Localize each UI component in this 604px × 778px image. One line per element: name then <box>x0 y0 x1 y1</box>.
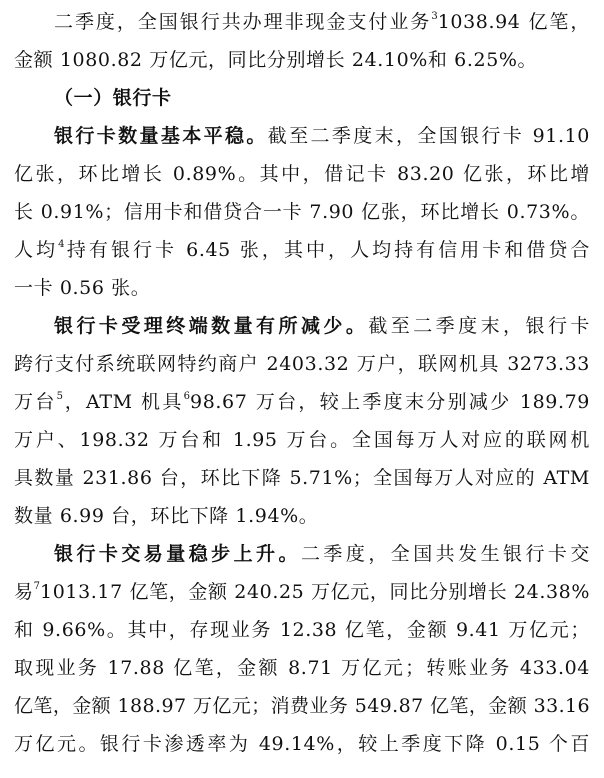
paragraph-3-line-6: 数量 6.99 台，环比下降 1.94%。 <box>14 505 319 527</box>
text-run: 截至二季度末，银行卡 <box>368 315 590 337</box>
paragraph-3-line-1 <box>54 308 590 344</box>
paragraph-4-line-3: 和 9.66%。其中，存现业务 12.38 亿笔，金额 9.41 万亿元； <box>14 619 590 641</box>
paragraph-3-line-5: 具数量 231.86 台，环比下降 5.71%；全国每万人对应的 ATM <box>14 467 590 489</box>
paragraph-1-line-1 <box>54 4 590 40</box>
paragraph-4-line-1 <box>54 536 590 572</box>
paragraph-4-line-5: 亿笔，金额 188.97 万亿元；消费业务 549.87 亿笔，金额 33.16 <box>14 695 590 717</box>
paragraph-2-line-1 <box>54 118 590 154</box>
paragraph-lead: 银行卡受理终端数量有所减少。 <box>54 315 369 337</box>
text-run: 1013.17 亿笔，金额 240.25 万亿元，同比分别增长 24.38% <box>40 581 590 603</box>
text-run: 1038.94 亿笔， <box>437 11 590 33</box>
text-run: 二季度，全国银行共办理非现金支付业务 <box>54 11 432 33</box>
text-run: 人均 <box>14 239 59 261</box>
footnote-marker: 5 <box>56 391 64 402</box>
paragraph-lead: 银行卡交易量稳步上升。 <box>54 543 301 565</box>
paragraph-4-line-2 <box>14 574 590 610</box>
paragraph-1-line-2: 金额 1080.82 万亿元，同比分别增长 24.10%和 6.25%。 <box>14 49 538 71</box>
footnote-marker: 3 <box>431 11 438 22</box>
footnote-marker: 6 <box>183 391 191 402</box>
paragraph-2-line-3: 长 0.91%；信用卡和借贷合一卡 7.90 亿张，环比增长 0.73%。 <box>14 201 590 223</box>
paragraph-3-line-2: 跨行支付系统联网特约商户 2403.32 万户，联网机具 3273.33 <box>14 353 590 375</box>
text-run: ，ATM 机具 <box>63 391 184 413</box>
paragraph-3-line-3 <box>14 384 590 420</box>
paragraph-2-line-2: 亿张，环比增长 0.89%。其中，借记卡 83.20 亿张，环比增 <box>14 163 590 185</box>
paragraph-2-line-4 <box>14 232 590 268</box>
section-heading: （一）银行卡 <box>54 87 172 109</box>
paragraph-lead: 银行卡数量基本平稳。 <box>54 125 268 147</box>
paragraph-4-line-6: 万亿元。银行卡渗透率为 49.14%，较上季度下降 0.15 个百 <box>14 733 590 755</box>
text-run: 截至二季度末，全国银行卡 91.10 <box>267 125 590 147</box>
text-run: 万台 <box>14 391 57 413</box>
footnote-marker: 7 <box>33 581 41 592</box>
paragraph-2-line-5: 一卡 0.56 张。 <box>14 277 151 299</box>
text-run: 持有银行卡 6.45 张，其中，人均持有信用卡和借贷合 <box>64 239 590 261</box>
footnote-marker: 4 <box>58 239 65 250</box>
paragraph-4-line-4: 取现业务 17.88 亿笔，金额 8.71 万亿元；转账业务 433.04 <box>14 657 590 679</box>
paragraph-3-line-4: 万户、198.32 万台和 1.95 万台。全国每万人对应的联网机 <box>14 429 590 451</box>
text-run: 98.67 万台，较上季度末分别减少 189.79 <box>190 391 590 413</box>
text-run: 二季度，全国共发生银行卡交 <box>300 543 590 565</box>
text-run: 易 <box>14 581 34 603</box>
